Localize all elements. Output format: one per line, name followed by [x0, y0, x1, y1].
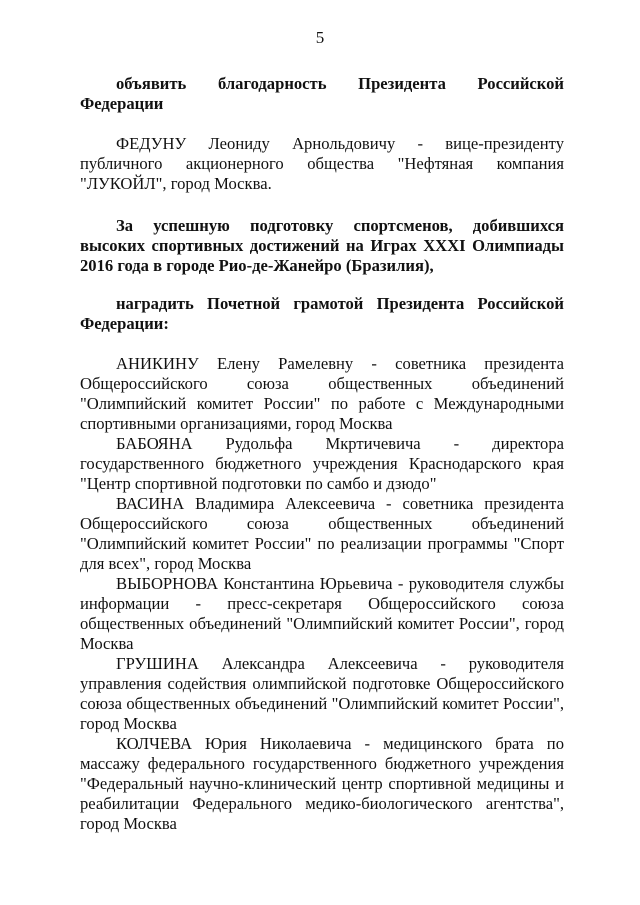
fedun-line1: ФЕДУНУ Леониду Арнольдовичу - вице-президенту	[116, 134, 564, 153]
reason-paragraph: За успешную подготовку спортсменов, добившихся высоких спортивных достижений на Играх XXXI Олимпиады 2016 года в городе Рио-де-Жанейро (Бразилия),	[80, 216, 564, 275]
paragraph-fedun	[80, 134, 564, 194]
person-entry: ВЫБОРНОВА Константина Юрьевича - руководителя службы информации - пресс-секретаря Общероссийского союза общественных объединений "Олимпийский комитет России", город Москва	[80, 574, 564, 653]
page-number: 5	[315, 28, 325, 47]
award-paragraph: наградить Почетной грамотой Президента Российской Федерации:	[80, 294, 564, 333]
heading-thanks: объявить благодарность Президента Российской Федерации	[80, 74, 564, 113]
person-entry: АНИКИНУ Елену Рамелевну - советника президента Общероссийского союза общественных объединений "Олимпийский комитет России" по работе с Международными спортивными организациями, город Москва	[80, 354, 564, 433]
person-entry: ГРУШИНА Александра Алексеевича - руководителя управления содействия олимпийской подготовке Общероссийского союза общественных объединений "Олимпийский комитет России", город Москва	[80, 654, 564, 733]
fedun-rest: публичного акционерного общества "Нефтяная компания "ЛУКОЙЛ", город Москва.	[80, 154, 564, 193]
person-entry: КОЛЧЕВА Юрия Николаевича - медицинского брата по массажу федерального государственного бюджетного учреждения "Федеральный научно-клинический центр спортивной медицины и реабилитации Федерального медико-биологического агентства", город Москва	[80, 734, 564, 833]
person-entry: БАБОЯНА Рудольфа Мкртичевича - директора государственного бюджетного учреждения Краснодарского края "Центр спортивной подготовки по самбо и дзюдо"	[80, 434, 564, 493]
document-body	[80, 0, 564, 834]
person-entry: ВАСИНА Владимира Алексеевича - советника президента Общероссийского союза общественных объединений "Олимпийский комитет России" по реализации программы "Спорт для всех", город Москва	[80, 494, 564, 573]
